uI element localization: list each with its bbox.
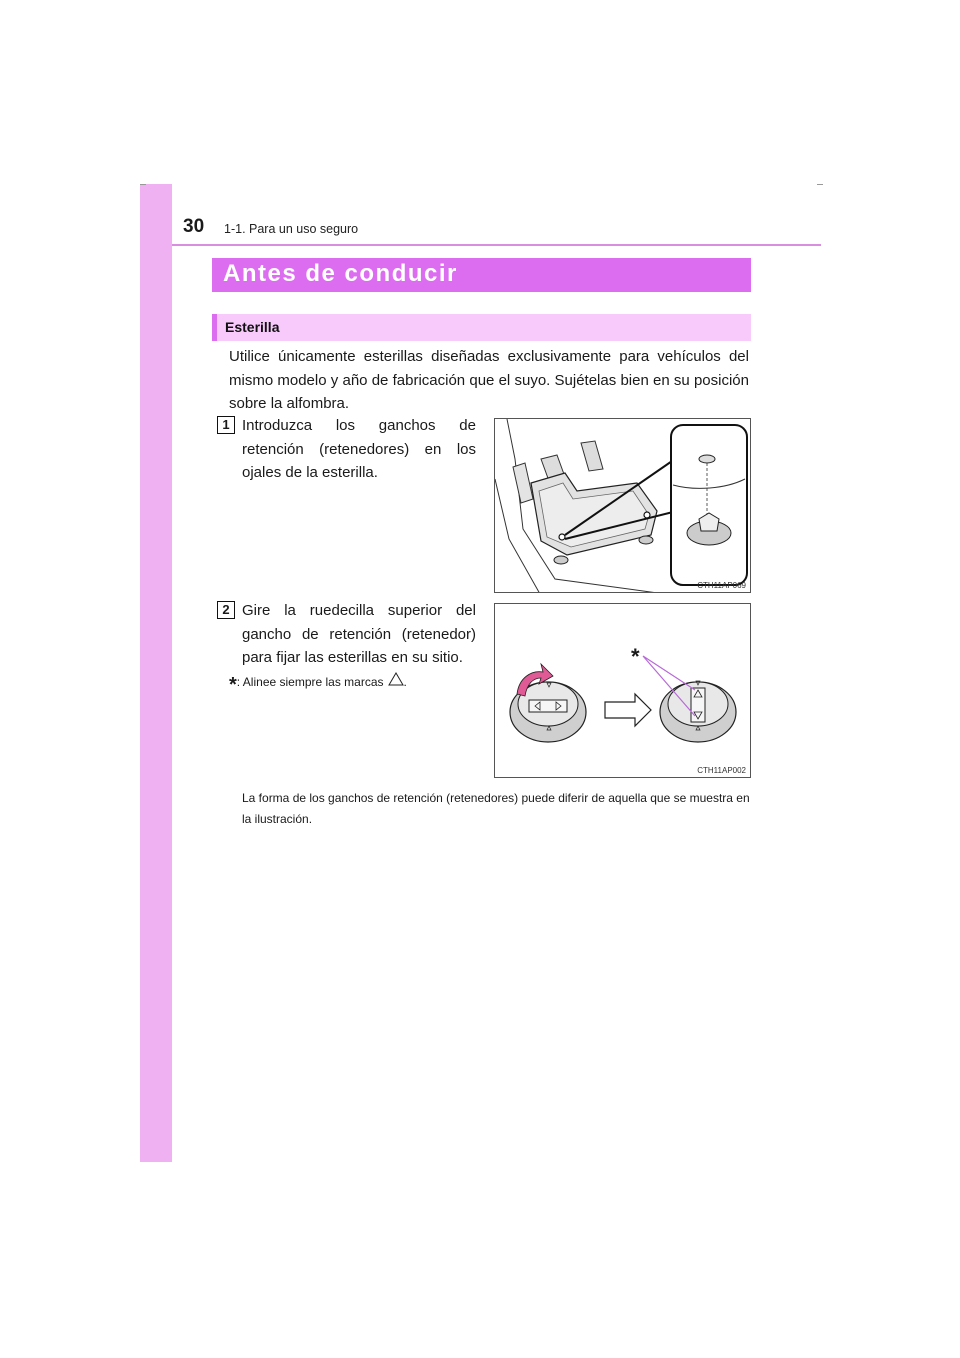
section-title: Antes de conducir <box>223 260 458 287</box>
intro-paragraph: Utilice únicamente esterillas diseñadas exclusivamente para vehículos del mismo modelo y año de fabricación que el suyo. Sujételas bien en su posición sobre la alfombra. <box>229 348 749 412</box>
note-paragraph: La forma de los ganchos de retención (retenedores) puede diferir de aquella que se muestra en la ilustración. <box>242 791 750 826</box>
hook-rotation-illustration <box>495 604 751 778</box>
figure-star-marker: * <box>631 644 640 669</box>
page-number: 30 <box>183 216 205 237</box>
step-text-2: Gire la ruedecilla superior del gancho de retención (retenedor) para fijar las esterillas en su sitio. <box>242 602 476 666</box>
step-number-1: 1 <box>217 416 235 434</box>
chapter-sidebar <box>140 184 172 1162</box>
alignment-mark-icon <box>388 672 404 689</box>
footnote-text: : Alinee siempre las marcas <box>236 675 384 689</box>
step-text-1: Introduzca los ganchos de retención (retenedores) en los ojales de la esterilla. <box>242 417 476 481</box>
step-number-2: 2 <box>217 601 235 619</box>
figure-code-2: CTH11AP002 <box>697 766 746 775</box>
footnote <box>229 672 407 697</box>
footnote-end: . <box>403 675 407 689</box>
figure-floor-mat-hooks <box>494 418 751 593</box>
crop-mark-left <box>140 184 146 185</box>
figure-code-1: CTH11AP069 <box>697 581 746 590</box>
footnote-marker: * <box>229 674 237 696</box>
subsection-accent <box>212 314 217 341</box>
floor-mat-illustration <box>495 419 751 593</box>
subsection-title: Esterilla <box>225 319 280 335</box>
section-breadcrumb: 1-1. Para un uso seguro <box>224 222 359 236</box>
header-rule <box>172 244 821 246</box>
section-title-bar <box>212 258 751 292</box>
crop-mark-right <box>817 184 823 185</box>
figure-hook-rotation <box>494 603 751 778</box>
subsection-bar <box>212 314 751 341</box>
